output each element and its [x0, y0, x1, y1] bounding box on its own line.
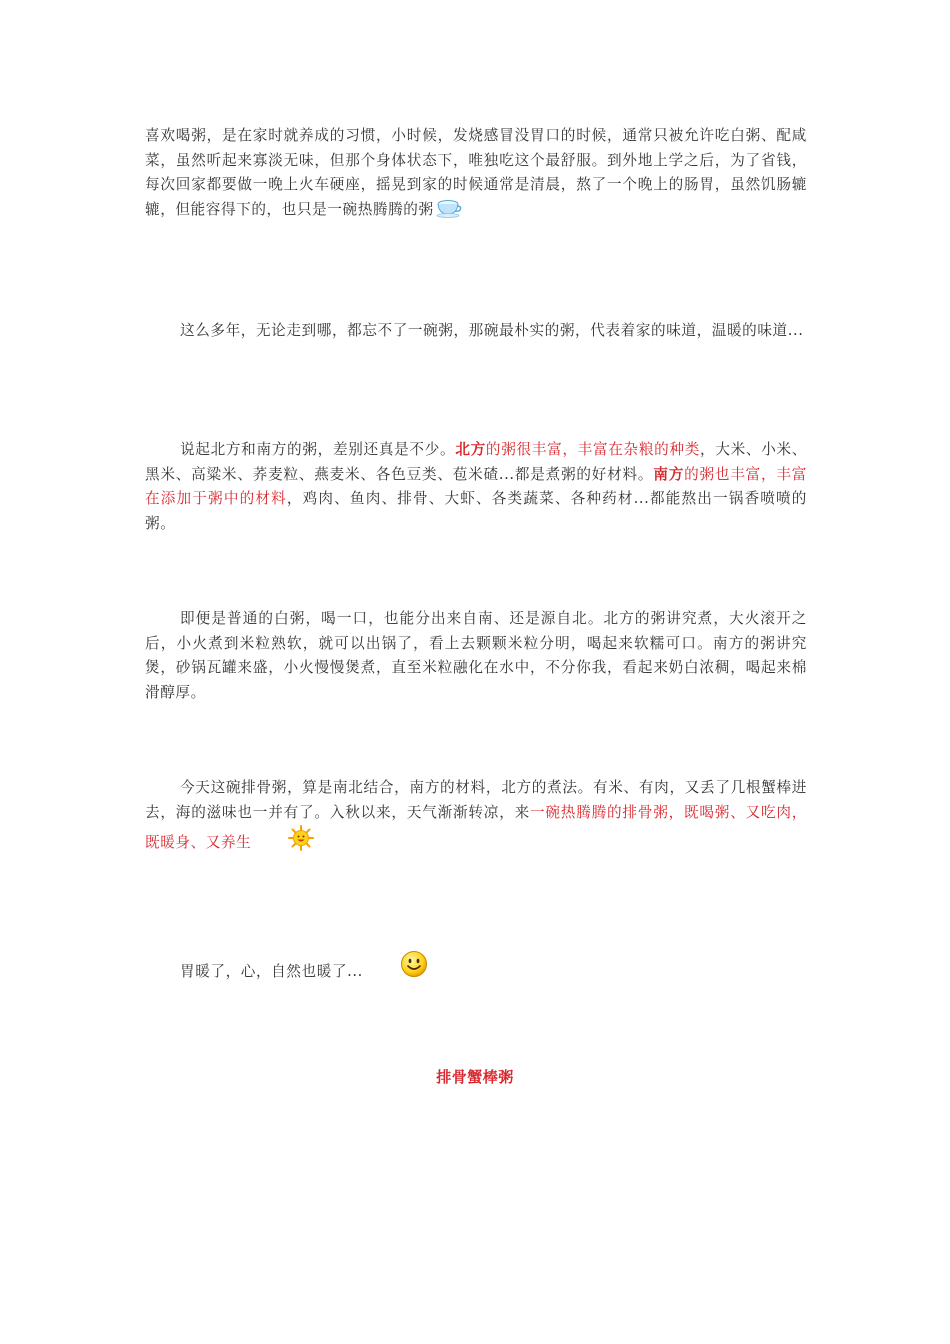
- paragraph-text: 这么多年，无论走到哪，都忘不了一碗粥，那碗最朴实的粥，代表着家的味道，温暖的味道...: [180, 322, 804, 339]
- north-label: 北方: [455, 441, 486, 458]
- sun-icon: [253, 825, 314, 860]
- south-highlight: 的粥也丰富，丰富在添加于粥中的材料: [145, 465, 807, 507]
- paragraph-text: ，鸡肉、鱼肉、排骨、大虾、各类蔬菜、各种药材...都能熬出一锅香喷喷的粥。: [145, 490, 808, 532]
- paragraph-text: 今天这碗排骨粥，算是南北结合，南方的材料，北方的煮法。有米、有肉，又丢了几根蟹棒进去，海的滋味也一并有了。入秋以来，天气渐渐转凉，来: [145, 779, 807, 821]
- teacup-icon: [436, 198, 462, 227]
- paragraph-text: 即便是普通的白粥，喝一口，也能分出来自南、还是源自北。北方的粥讲究煮，大火滚开之后，小火煮到米粒熟软，就可以出锅了，看上去颗颗米粒分明，喝起来软糯可口。南方的粥讲究煲，砂锅瓦罐来盛，小火慢慢煲煮，直至米粒融化在水中，不分你我，看起来奶白浓稠，喝起来棉滑醇厚。: [145, 610, 807, 701]
- paragraph-warm-heart: [145, 950, 807, 987]
- paragraph-home-taste: [145, 319, 807, 344]
- congee-highlight: 一碗热腾腾的排骨粥，既喝粥、又吃肉，既暖身、又养生: [145, 803, 807, 851]
- paragraph-text: 喜欢喝粥，是在家时就养成的习惯，小时候，发烧感冒没胃口的时候，通常只被允许吃白粥、配咸菜，虽然听起来寡淡无味，但那个身体状态下，唯独吃这个最舒服。到外地上学之后，为了省钱，每次回家都要做一晚上火车硬座，摇晃到家的时候通常是清晨，熬了一个晚上的肠胃，虽然饥肠辘辘，但能容得下的，也只是一碗热腾腾的粥: [145, 127, 807, 218]
- paragraph-text: 说起北方和南方的粥，差别还真是不少。: [180, 441, 456, 458]
- paragraph-text: ，大米、小米、黑米、高粱米、荞麦粒、燕麦米、各色豆类、苞米碴...都是煮粥的好材料。: [145, 441, 807, 483]
- recipe-title: 排骨蟹棒粥: [436, 1068, 514, 1086]
- paragraph-childhood: [145, 124, 807, 226]
- paragraph-cooking-styles: [145, 607, 807, 705]
- smiley-icon: [365, 950, 428, 987]
- paragraph-north-south: [145, 438, 807, 536]
- north-highlight: 的粥很丰富，丰富在杂粮的种类: [485, 441, 701, 458]
- paragraph-text: 胃暖了，心，自然也暖了...: [180, 963, 363, 980]
- south-label: 南方: [653, 465, 685, 483]
- paragraph-todays-congee: [145, 776, 807, 860]
